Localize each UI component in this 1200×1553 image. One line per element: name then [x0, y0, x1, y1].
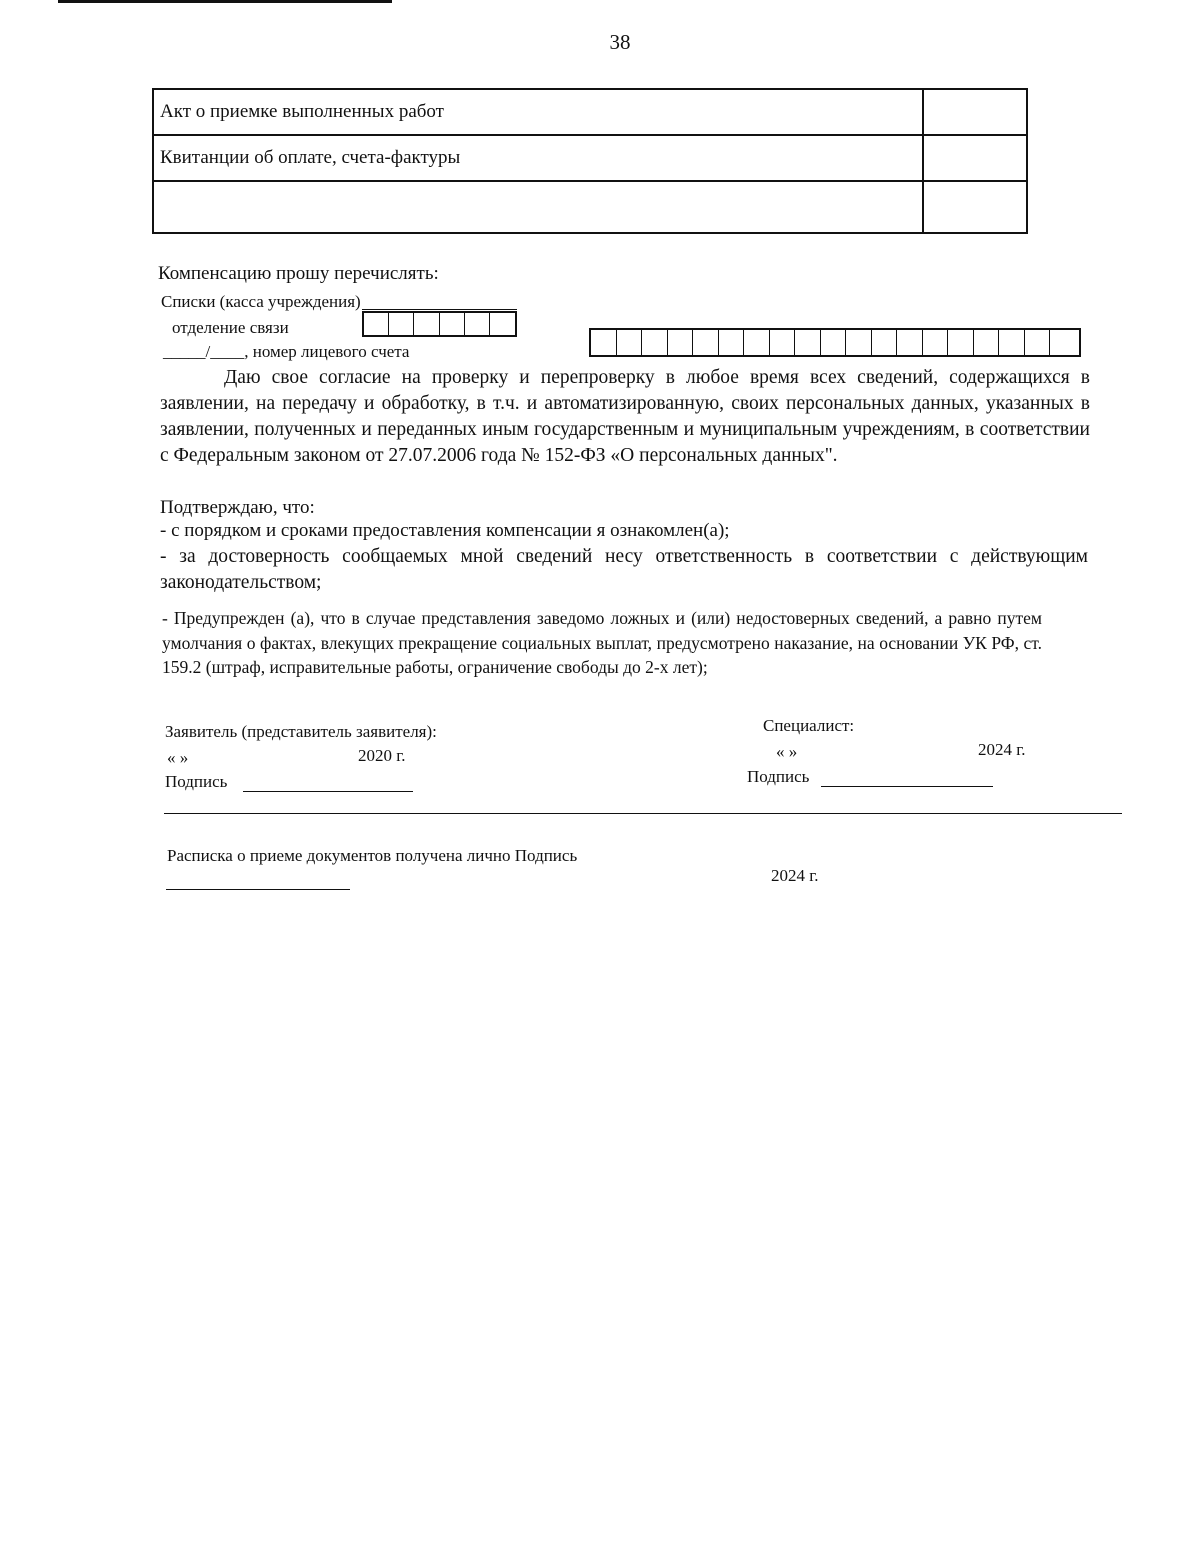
receipt-year: 2024 г.	[771, 866, 819, 885]
document-name: Акт о приемке выполненных работ	[153, 89, 923, 135]
account-digit-box[interactable]	[821, 330, 847, 355]
payment-option-post: отделение связи	[172, 318, 289, 337]
document-mark-cell[interactable]	[923, 135, 1027, 181]
account-digit-box[interactable]	[974, 330, 1000, 355]
document-mark-cell[interactable]	[923, 181, 1027, 233]
document-name: Квитанции об оплате, счета-фактуры	[153, 135, 923, 181]
account-digit-box[interactable]	[1025, 330, 1051, 355]
section-divider	[164, 813, 1122, 814]
post-code-digit-box[interactable]	[465, 313, 490, 335]
account-digit-box[interactable]	[872, 330, 898, 355]
documents-table	[152, 88, 1028, 234]
specialist-signature-line[interactable]	[821, 786, 993, 787]
specialist-label: Специалист:	[763, 716, 855, 735]
post-code-digit-box[interactable]	[414, 313, 439, 335]
post-code-digit-box[interactable]	[490, 313, 515, 335]
specialist-year: 2024 г.	[978, 740, 1026, 759]
post-code-digit-box[interactable]	[389, 313, 414, 335]
applicant-label: Заявитель (представитель заявителя):	[165, 722, 437, 741]
applicant-date-quotes[interactable]: « »	[167, 748, 189, 767]
account-digit-box[interactable]	[744, 330, 770, 355]
applicant-year: 2020 г.	[358, 746, 406, 765]
account-digit-box[interactable]	[770, 330, 796, 355]
receipt-text: Расписка о приеме документов получена лично Подпись	[167, 846, 578, 865]
specialist-sign-label: Подпись	[747, 767, 810, 786]
payment-heading: Компенсацию прошу перечислять:	[158, 263, 439, 284]
document-mark-cell[interactable]	[923, 89, 1027, 135]
account-digit-box[interactable]	[668, 330, 694, 355]
account-label: _____/____, номер лицевого счета	[163, 342, 410, 361]
account-digit-box[interactable]	[617, 330, 643, 355]
confirm-item-2: - за достоверность сообщаемых мной сведений несу ответственность в соответствии с действующим законодательством;	[160, 546, 1088, 593]
account-digit-box[interactable]	[897, 330, 923, 355]
account-digit-box[interactable]	[923, 330, 949, 355]
consent-paragraph: Даю свое согласие на проверку и перепроверку в любое время всех сведений, содержащихся в заявлении, на передачу и обработку, в т.ч. и автоматизированную, своих персональных данных, указанных в заявлении, полученных и переданных иным государственным и муниципальным учреждениям, в соответствии с Федеральным законом от 27.07.2006 года № 152-ФЗ «О персональных данных".	[160, 367, 1090, 466]
top-rule	[58, 0, 392, 3]
table-row	[153, 135, 1027, 181]
table-row	[153, 89, 1027, 135]
confirm-item-1: - с порядком и сроками предоставления компенсации я ознакомлен(а);	[160, 520, 730, 541]
confirm-heading: Подтверждаю, что:	[160, 497, 315, 518]
post-code-boxes[interactable]	[362, 311, 517, 337]
account-digit-box[interactable]	[795, 330, 821, 355]
applicant-signature-line[interactable]	[243, 791, 413, 792]
table-row	[153, 181, 1027, 233]
account-digit-box[interactable]	[642, 330, 668, 355]
receipt-signature-line[interactable]	[166, 889, 350, 890]
option-underline	[362, 309, 517, 310]
account-number-boxes[interactable]	[589, 328, 1081, 357]
account-digit-box[interactable]	[719, 330, 745, 355]
specialist-date-quotes[interactable]: « »	[776, 742, 798, 761]
post-code-digit-box[interactable]	[364, 313, 389, 335]
page-number: 38	[609, 30, 631, 54]
post-code-digit-box[interactable]	[440, 313, 465, 335]
account-digit-box[interactable]	[948, 330, 974, 355]
applicant-sign-label: Подпись	[165, 772, 228, 791]
account-digit-box[interactable]	[591, 330, 617, 355]
account-digit-box[interactable]	[846, 330, 872, 355]
account-digit-box[interactable]	[999, 330, 1025, 355]
document-name[interactable]	[153, 181, 923, 233]
account-digit-box[interactable]	[693, 330, 719, 355]
payment-option-list: Списки (касса учреждения)	[161, 292, 361, 311]
warning-paragraph: - Предупрежден (а), что в случае представления заведомо ложных и (или) недостоверных сведений, а равно путем умолчания о фактах, влекущих прекращение социальных выплат, предусмотрено наказание, на основании УК РФ, ст. 159.2 (штраф, исправительные работы, ограничение свободы до 2-х лет);	[162, 608, 1042, 677]
account-digit-box[interactable]	[1050, 330, 1076, 355]
